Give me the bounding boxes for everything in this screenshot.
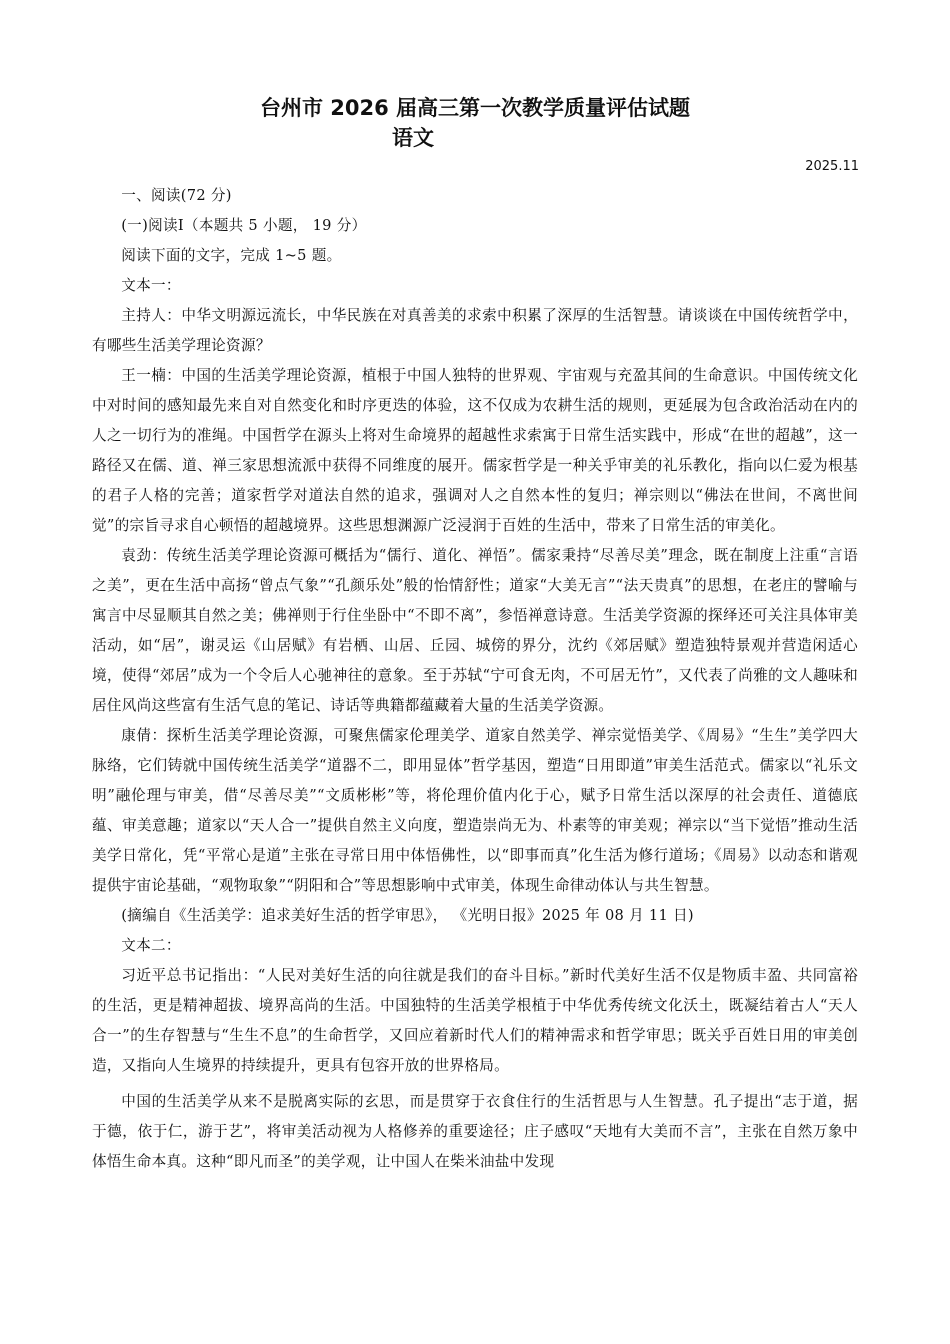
text1-wang-paragraph: 王一楠：中国的生活美学理论资源，植根于中国人独特的世界观、宇宙观与充盈其间的生命意识。中国传统文化中对时间的感知最先来自对自然变化和时序更迭的体验，这不仅成为农耕生活的规则，更延展为包含政治活动在内的人之一切行为的准绳。中国哲学在源头上将对生命境界的超越性求索寓于日常生活实践中，形成“在世的超越”，这一路径又在儒、道、禅三家思想流派中获得不同维度的展开。儒家哲学是一种关乎审美的礼乐教化，指向以仁爱为根基的君子人格的完善；道家哲学对道法自然的追求，强调对人之自然本性的复归；禅宗则以“佛法在世间，不离世间觉”的宗旨寻求自心顿悟的超越境界。这些思想渊源广泛浸润于百姓的生活中，带来了日常生活的审美化。 bbox=[92, 367, 858, 534]
text2-paragraph-1: 习近平总书记指出：“人民对美好生活的向往就是我们的奋斗目标。”新时代美好生活不仅是物质丰盈、共同富裕的生活，更是精神超拔、境界高尚的生活。中国独特的生活美学根植于中华优秀传统文化沃土，既凝结着古人“天人合一”的生存智慧与“生生不息”的生命哲学，又回应着新时代人们的精神需求和哲学审思；既关乎百姓日用的审美创造，又指向人生境界的持续提升，更具有包容开放的世界格局。 bbox=[92, 967, 858, 1074]
text1-source: (摘编自《生活美学：追求美好生活的哲学审思》， 《光明日报》2025 年 08 月 11 日) bbox=[121, 907, 694, 924]
text2-paragraph-2: 中国的生活美学从来不是脱离实际的玄思，而是贯穿于衣食住行的生活哲思与人生智慧。孔子提出“志于道，据于德，依于仁，游于艺”，将审美活动视为人格修养的重要途径；庄子感叹“天地有大美而不言”，主张在自然万象中体悟生命本真。这种“即凡而圣”的美学观，让中国人在柴米油盐中发现 bbox=[92, 1093, 858, 1170]
exam-title: 台州市 2026 届高三第一次教学质量评估试题 bbox=[259, 96, 691, 120]
reading-instruction: 阅读下面的文字，完成 1~5 题。 bbox=[121, 247, 342, 264]
text1-yuan-paragraph: 袁劲：传统生活美学理论资源可概括为“儒行、道化、禅悟”。儒家秉持“尽善尽美”理念，既在制度上注重“言语之美”，更在生活中高扬“曾点气象”“孔颜乐处”般的怡情舒性；道家“大美无言”“法天贵真”的思想，在老庄的譬喻与寓言中尽显顺其自然之美；佛禅则于行住坐卧中“不即不离”，参悟禅意诗意。生活美学资源的探绎还可关注具体审美活动，如“居”，谢灵运《山居赋》有岩栖、山居、丘园、城傍的界分，沈约《郊居赋》塑造独特景观并营造闲适心境，使得“郊居”成为一个令后人心驰神往的意象。至于苏轼“宁可食无肉，不可居无竹”，又代表了尚雅的文人趣味和居住风尚这些富有生活气息的笔记、诗话等典籍都蕴藏着大量的生活美学资源。 bbox=[92, 547, 858, 714]
subject-title: 语文 bbox=[392, 126, 434, 150]
reading-body bbox=[92, 181, 858, 1177]
text1-host-paragraph: 主持人：中华文明源远流长，中华民族在对真善美的求索中积累了深厚的生活智慧。请谈谈在中国传统哲学中，有哪些生活美学理论资源？ bbox=[92, 307, 858, 354]
section-sub-heading: (一)阅读Ⅰ（本题共 5 小题， 19 分） bbox=[121, 217, 367, 234]
text2-label: 文本二： bbox=[121, 937, 181, 954]
text1-kang-paragraph: 康倩：探析生活美学理论资源，可聚焦儒家伦理美学、道家自然美学、禅宗觉悟美学、《周易》“生生”美学四大脉络，它们铸就中国传统生活美学“道器不二，即用显体”哲学基因，塑造“日用即道”审美生活范式。儒家以“礼乐文明”融伦理与审美，借“尽善尽美”“文质彬彬”等，将伦理价值内化于心，赋予日常生活以深厚的社会责任、道德底蕴、审美意趣；道家以“天人合一”提供自然主义向度，塑造崇尚无为、朴素等的审美观；禅宗以“当下觉悟”推动生活美学日常化，凭“平常心是道”主张在寻常日用中体悟佛性，以“即事而真”化生活为修行道场；《周易》以动态和谐观提供宇宙论基础，“观物取象”“阴阳和合”等思想影响中式审美，体现生命律动体认与共生智慧。 bbox=[92, 727, 858, 894]
text1-label: 文本一： bbox=[121, 277, 181, 294]
section-heading: 一、阅读(72 分) bbox=[121, 187, 232, 204]
exam-date: 2025.11 bbox=[805, 159, 859, 174]
